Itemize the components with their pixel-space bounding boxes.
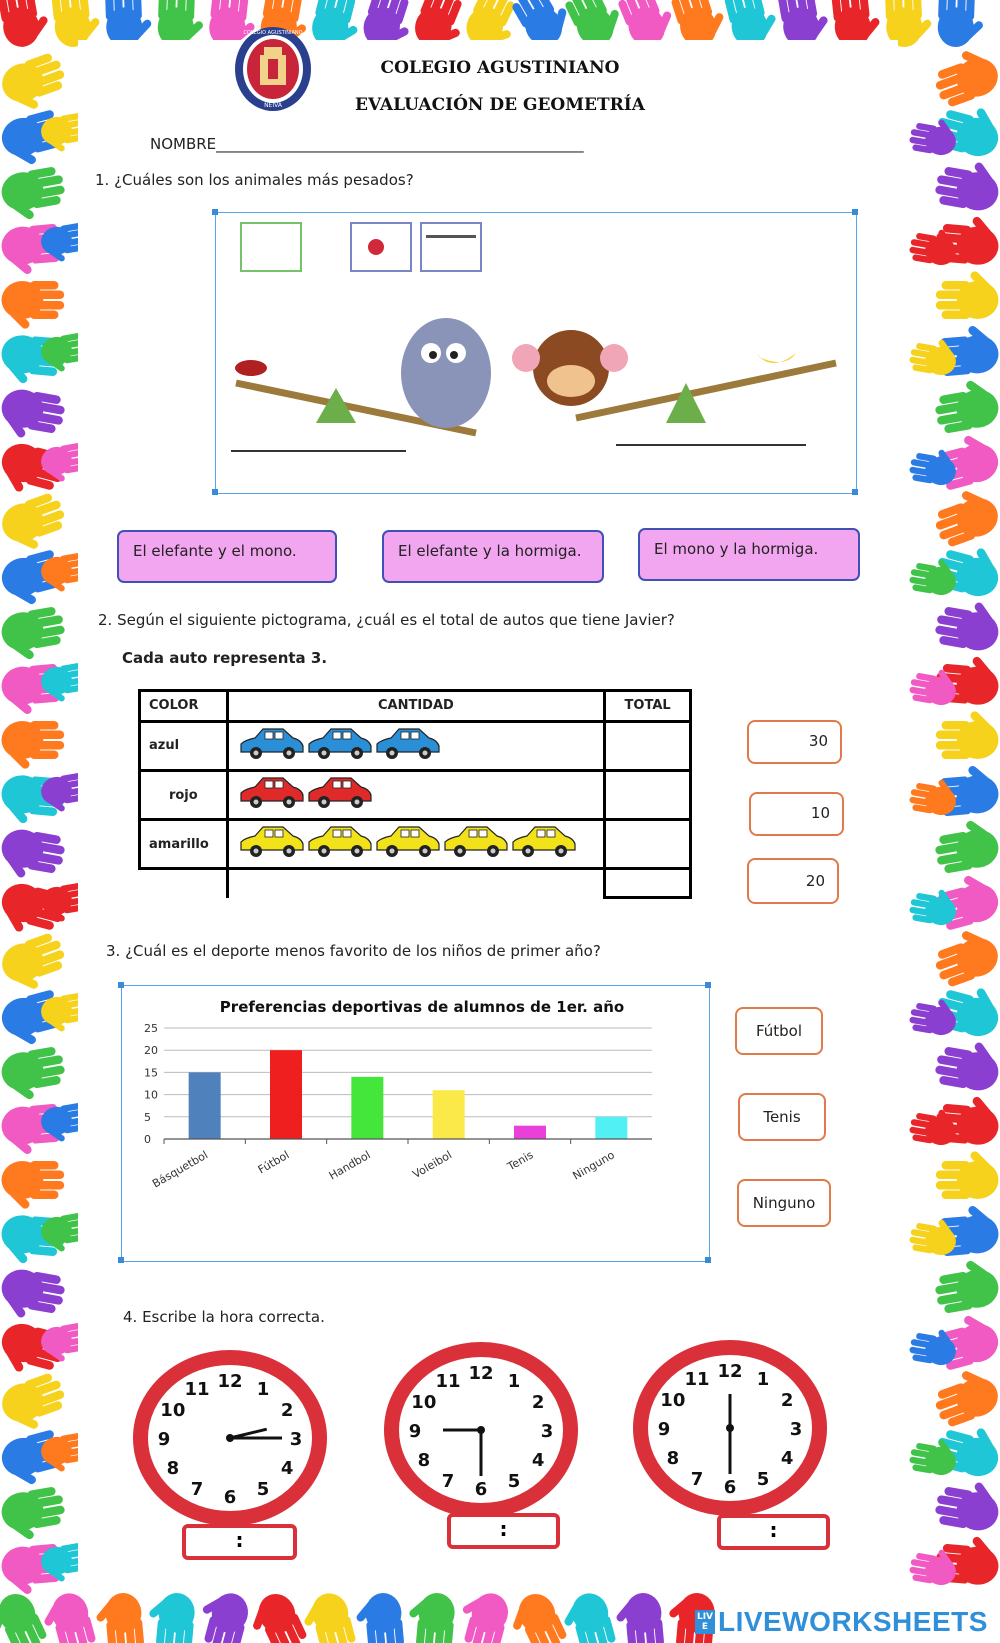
clock-3-icon [633,1340,827,1516]
car-icon [241,778,303,808]
q3-answer-3[interactable]: Ninguno [737,1179,831,1227]
logo-badge: LIVE [696,1612,714,1632]
hand-print-icon [933,1474,1000,1534]
header-cantidad: CANTIDAD [227,691,605,722]
q2-answer-1[interactable]: 30 [747,720,842,764]
clock-numeral: 8 [666,1448,680,1469]
total-cell-sum[interactable] [605,869,691,898]
hand-print-icon [144,1591,196,1643]
name-field[interactable]: NOMBRE_________________________________________________ [150,135,584,153]
hand-print-icon [937,0,986,48]
clock-numeral: 7 [441,1471,455,1493]
clock-numeral: 9 [157,1429,171,1450]
clock-3-answer[interactable]: : [717,1514,830,1550]
clock-numeral: 9 [657,1419,671,1440]
hand-print-icon [192,1586,253,1643]
clock-numeral: 4 [280,1458,294,1479]
clock-numeral: 6 [474,1479,488,1500]
hand-print-icon [0,605,69,665]
car-icon [309,827,371,857]
clock-numeral: 6 [223,1487,237,1508]
car-icon [513,827,575,857]
hand-print-icon [933,154,1000,214]
q1-option-2[interactable]: El elefante y la hormiga. [382,530,604,583]
liveworksheets-logo[interactable] [695,1605,988,1639]
hand-print-icon [908,554,960,598]
x-tick-label: Básquetbol [150,1148,211,1191]
hand-print-icon [0,1485,69,1545]
clock-numeral: 7 [190,1479,204,1501]
clock-numeral: 2 [531,1392,545,1413]
hand-print-icon [908,994,960,1038]
row-label-rojo: rojo [140,770,228,819]
hand-print-icon [0,490,73,558]
hand-print-icon [502,1588,570,1643]
clock-numeral: 12 [717,1361,743,1382]
y-tick-label: 10 [144,1088,158,1102]
clock-numeral: 1 [756,1368,770,1390]
bar-handbol [351,1077,383,1139]
car-icon [377,827,439,857]
total-cell-azul[interactable] [605,721,691,770]
hand-print-icon [931,815,1000,875]
hand-print-icon [936,1150,999,1199]
pictogram-table [138,689,692,899]
logo-ring-text: COLEGIO AGUSTINIANO [243,30,303,36]
clock-numeral: 10 [660,1390,686,1411]
clock-numeral: 5 [256,1479,270,1501]
hand-print-icon [613,1592,665,1643]
sports-bar-chart [122,986,707,1259]
clock-numeral: 9 [408,1421,422,1442]
x-tick-label: Fútbol [255,1148,292,1177]
row-label-azul: azul [140,721,228,770]
row-label-amarillo: amarillo [140,820,228,869]
clock-numeral: 3 [789,1419,803,1440]
hand-print-icon [0,165,69,225]
hand-print-icon [0,1266,67,1326]
hand-print-icon [242,1588,310,1643]
x-tick-label: Handbol [326,1148,373,1183]
header-total: TOTAL [605,691,691,722]
exam-title: EVALUACIÓN DE GEOMETRÍA [355,95,645,115]
clock-numeral: 1 [256,1378,270,1400]
clock-numeral: 10 [411,1392,437,1413]
clocks-group [120,1340,880,1540]
hand-print-icon [0,0,53,50]
clock-numeral: 11 [435,1370,461,1392]
hand-print-icon [353,1592,405,1643]
clock-2-icon [384,1342,578,1518]
hand-print-icon [908,1434,960,1478]
bar-ninguno [595,1117,627,1139]
q2-note: Cada auto representa 3. [122,649,328,667]
hand-print-icon [93,1592,145,1643]
clock-numeral: 12 [468,1363,494,1384]
cars-amarillo [227,820,605,869]
q3-answer-2[interactable]: Tenis [738,1093,826,1141]
clock-numeral: 10 [160,1400,186,1421]
q2-text: 2. Según el siguiente pictograma, ¿cuál es el total de autos que tiene Javier? [98,611,675,629]
clock-numeral: 6 [723,1477,737,1498]
y-tick-label: 20 [144,1044,158,1058]
total-cell-amarillo[interactable] [605,820,691,869]
q2-answer-3[interactable]: 20 [747,858,839,904]
cars-rojo [227,770,605,819]
y-tick-label: 5 [144,1110,151,1124]
x-tick-label: Tenis [505,1148,536,1174]
clock-numeral: 1 [507,1370,521,1392]
car-icon [241,729,303,759]
q1-text: 1. ¿Cuáles son los animales más pesados? [95,171,414,189]
clock-numeral: 4 [531,1450,545,1471]
school-name: COLEGIO AGUSTINIANO [380,58,620,78]
total-cell-rojo[interactable] [605,770,691,819]
hand-print-icon [404,1591,456,1643]
cars-azul [227,721,605,770]
hand-print-icon [452,1586,513,1643]
bar-voleibol [433,1090,465,1139]
bar-básquetbol [189,1072,221,1139]
x-tick-label: Ninguno [570,1148,617,1183]
scales-illustration [216,213,854,491]
hand-print-icon [0,1588,50,1643]
clock-numeral: 11 [184,1378,210,1400]
clock-numeral: 11 [684,1368,710,1390]
hand-print-icon [1,1161,64,1210]
hand-print-icon [1,281,64,330]
clock-numeral: 7 [690,1469,704,1491]
q1-option-1[interactable]: El elefante y el mono. [117,530,337,583]
x-tick-label: Voleibol [410,1148,455,1182]
clock-numeral: 3 [289,1429,303,1450]
hand-print-icon [0,1370,73,1438]
hand-print-icon [0,930,73,998]
clock-numeral: 12 [217,1371,243,1392]
clock-1-icon [133,1350,327,1526]
car-icon [445,827,507,857]
y-tick-label: 0 [144,1133,151,1146]
y-tick-label: 25 [144,1022,158,1035]
bar-fútbol [270,1050,302,1139]
hand-print-icon [1,721,64,770]
hand-print-icon [931,375,1000,435]
car-icon [377,729,439,759]
hand-print-icon [927,922,1000,990]
q3-text: 3. ¿Cuál es el deporte menos favorito de los niños de primer año? [106,942,601,960]
q1-option-3[interactable]: El mono y la hormiga. [638,528,860,581]
hand-print-icon [0,826,67,886]
hand-print-icon [0,1045,69,1105]
hand-print-icon [0,50,73,118]
header-color: COLOR [140,691,228,722]
hand-print-icon [0,386,67,446]
hand-print-icon [927,482,1000,550]
car-icon [309,778,371,808]
car-icon [309,729,371,759]
hand-print-icon [933,594,1000,654]
hand-print-icon [927,1362,1000,1430]
logo-city: NEIVA [264,102,282,109]
y-tick-label: 15 [144,1066,158,1080]
hand-print-icon [933,1034,1000,1094]
clock-numeral: 5 [756,1469,770,1491]
bar-tenis [514,1126,546,1139]
hand-print-icon [927,42,1000,110]
clock-numeral: 2 [780,1390,794,1411]
clock-numeral: 3 [540,1421,554,1442]
q4-text: 4. Escribe la hora correcta. [123,1308,325,1326]
hand-print-icon [908,114,960,158]
clock-numeral: 8 [417,1450,431,1471]
clock-1-answer[interactable]: : [182,1524,297,1560]
clock-numeral: 4 [780,1448,794,1469]
car-icon [241,827,303,857]
clock-numeral: 5 [507,1471,521,1493]
clock-2-answer[interactable]: : [447,1513,560,1549]
clock-numeral: 8 [166,1458,180,1479]
q2-answer-2[interactable]: 10 [749,792,844,836]
clock-numeral: 2 [280,1400,294,1421]
hand-print-icon [936,270,999,319]
chart-title: Preferencias deportivas de alumnos de 1er. año [219,998,625,1016]
q3-answer-1[interactable]: Fútbol [735,1007,823,1055]
hand-print-icon [931,1255,1000,1315]
logo-text: LIVEWORKSHEETS [718,1606,988,1637]
hand-print-icon [936,710,999,759]
